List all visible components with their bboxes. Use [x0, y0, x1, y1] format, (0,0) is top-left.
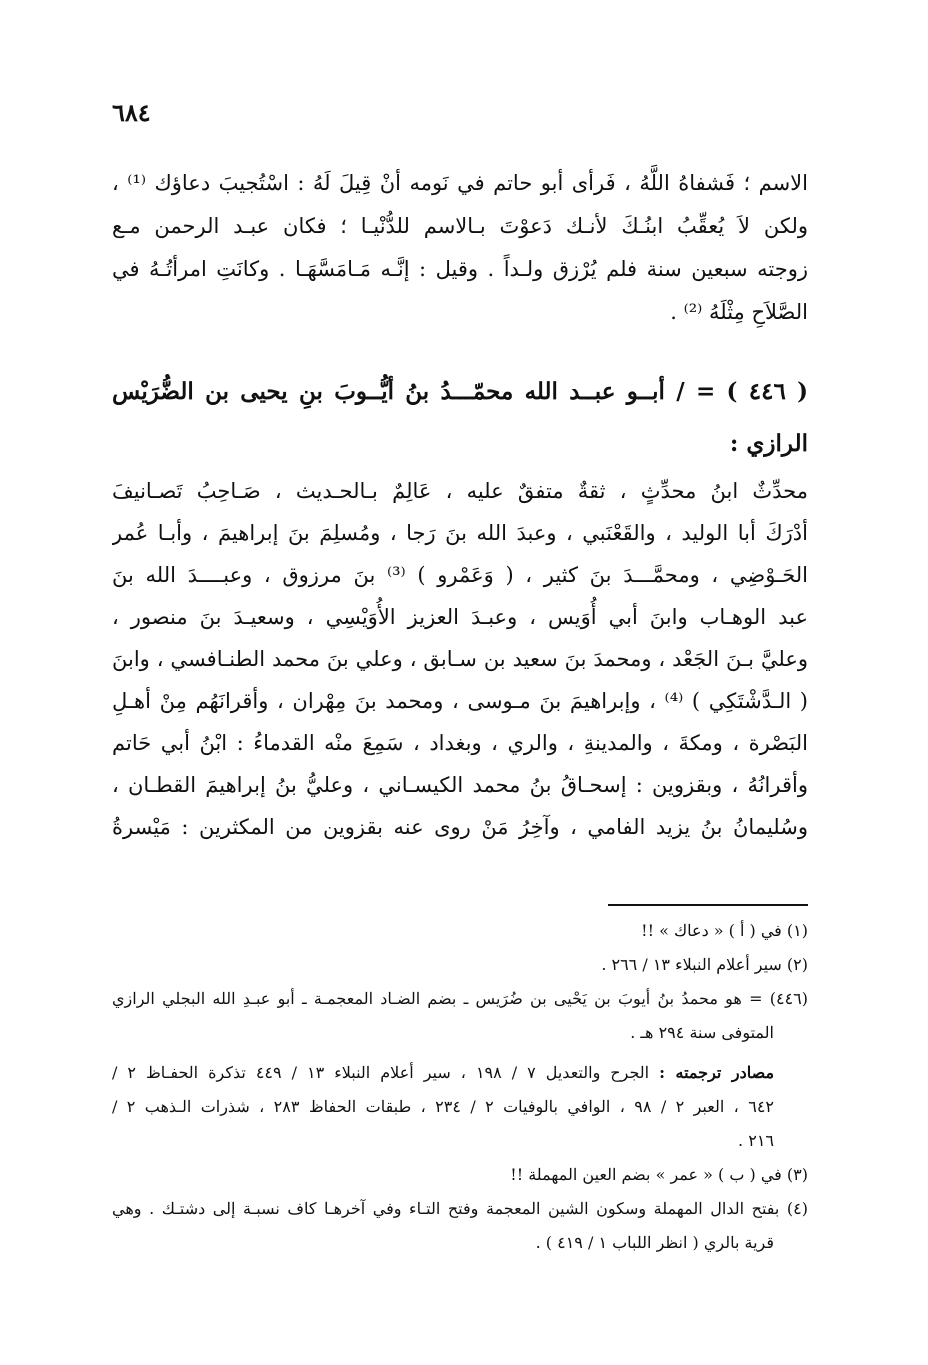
- text-line: وسُليمانُ بنُ يزيد الفامي ، وآخِرُ مَنْ روى عنه بقزوين من المكثرين : مَيْسرةُ: [112, 815, 808, 839]
- text-line: عبد الوهـاب وابنَ أبي أُوَيس ، وعبـدَ العزيز الأُوَيْسِي ، وسعيـدَ بنَ منصور ،: [112, 605, 808, 629]
- text-line: الحَـوْضِي ، ومحمَّـــدَ بنَ كثير ، ( وَعَمْرو ) ⁽³⁾ بنَ مرزوق ، وعبــــدَ الله بنَ: [112, 563, 808, 587]
- text-line: ولكن لاَ يُعقِّبُ ابنُـكَ لأنـك دَعوْتَ بـالاسم للدُّنْيـا ؛ فكان عبـد الرحمن مـع: [112, 214, 808, 238]
- text-line: زوجته سبعين سنة فلم يُرْزق ولـداً . وقيل : إنَّـه مَـامَسَّهَـا . وكانَتِ امرأتُـهُ في: [112, 257, 808, 281]
- footnote-446-line: (٤٤٦) = هو محمدُ بنُ أيوبَ بن يَحْيى بن ضُرَيس ـ بضم الضـاد المعجمـة ـ أبو عبـدِ الله البجلي الرازي: [112, 989, 808, 1008]
- text-line: وعليَّ بـنَ الجَعْد ، ومحمدَ بنَ سعيد بن سـابق ، وعلي بنَ محمد الطنـافسي ، وابنَ: [112, 647, 808, 671]
- footnote-4-line: قرية بالري ( انظر اللباب ١ / ٤١٩ ) .: [535, 1233, 774, 1252]
- sources-line: [112, 1056, 808, 1090]
- biography-paragraph: [112, 470, 808, 848]
- footnotes: [112, 914, 808, 1260]
- footnote-446-line: المتوفى سنة ٢٩٤ هـ .: [630, 1023, 774, 1042]
- heading-line: ( ٤٤٦ ) = / أبــو عبــد الله محمّـــدُ بنُ أيُّــوبَ بنِ يحيى بن الضُّرَيْس: [112, 378, 808, 405]
- text-line: الصَّلاَحِ مِثْلَهُ ⁽²⁾ .: [670, 300, 808, 324]
- footnote-3: (٣) في ( ب ) « عمر » بضم العين المهملة !!: [510, 1165, 808, 1184]
- sources-text: الجرح والتعديل ٧ / ١٩٨ ، سير أعلام النبلاء ١٣ / ٤٤٩ تذكرة الحفـاظ ٢ /: [112, 1063, 660, 1082]
- footnote-separator: [608, 904, 808, 906]
- text-line: وأقرانُهُ ، وبقزوين : إسحـاقُ بنُ محمد الكيسـاني ، وعليُّ بنُ إبراهيمَ القطـان ،: [112, 773, 808, 797]
- text-line: أدْرَكَ أبا الوليد ، والقَعْنَبي ، وعبدَ الله بنَ رَجا ، ومُسلِمَ بنَ إبراهيمَ ، وأبـا عُمر: [112, 521, 808, 545]
- biography-heading: [112, 366, 808, 470]
- page-number: ٦٨٤: [112, 98, 151, 127]
- text-line: ( الـدَّشْتَكِي ) ⁽⁴⁾ ، وإبراهيمَ بنَ مـوسى ، ومحمد بنَ مِهْران ، وأقرانَهُم مِنْ أهـلِ: [112, 689, 808, 713]
- text-line: محدِّثٌ ابنُ محدِّثٍ ، ثقةٌ متفقٌ عليه ، عَالِمٌ بـالحـديث ، صَـاحِبُ تَصـانيفَ: [112, 479, 808, 503]
- text-line: البَصْرة ، ومكةَ ، والمدينةِ ، والري ، وبغداد ، سَمِعَ منْه القدماءُ : ابْنُ أبي حَاتم: [112, 731, 808, 755]
- paragraph-continuation: [112, 162, 808, 334]
- sources-line: ٦٤٢ ، العبر ٢ / ٩٨ ، الوافي بالوفيات ٢ / ٢٣٤ ، طبقات الحفاظ ٢٨٣ ، شذرات الـذهب ٢ /: [112, 1097, 775, 1116]
- sources-lead: مصادر ترجمته :: [659, 1063, 775, 1082]
- sources-line: ٢١٦ .: [738, 1131, 774, 1150]
- text-line: الاسم ؛ فَشفاهُ اللَّهُ ، فَرأى أبو حاتم في نَومه أنْ قِيلَ لَهُ : اسْتُجيبَ دعاؤك ⁽¹⁾ ،: [112, 171, 808, 195]
- footnote-1: (١) في ( أ ) « دعاك » !!: [641, 921, 808, 940]
- footnote-4-line: (٤) بفتح الدال المهملة وسكون الشين المعجمة وفتح التـاء وفي آخرهـا كاف نسبـة إلى دشتـك . وهي: [112, 1199, 808, 1218]
- footnote-2: (٢) سير أعلام النبلاء ١٣ / ٢٦٦ .: [601, 955, 808, 974]
- heading-line: الرازي :: [729, 430, 808, 457]
